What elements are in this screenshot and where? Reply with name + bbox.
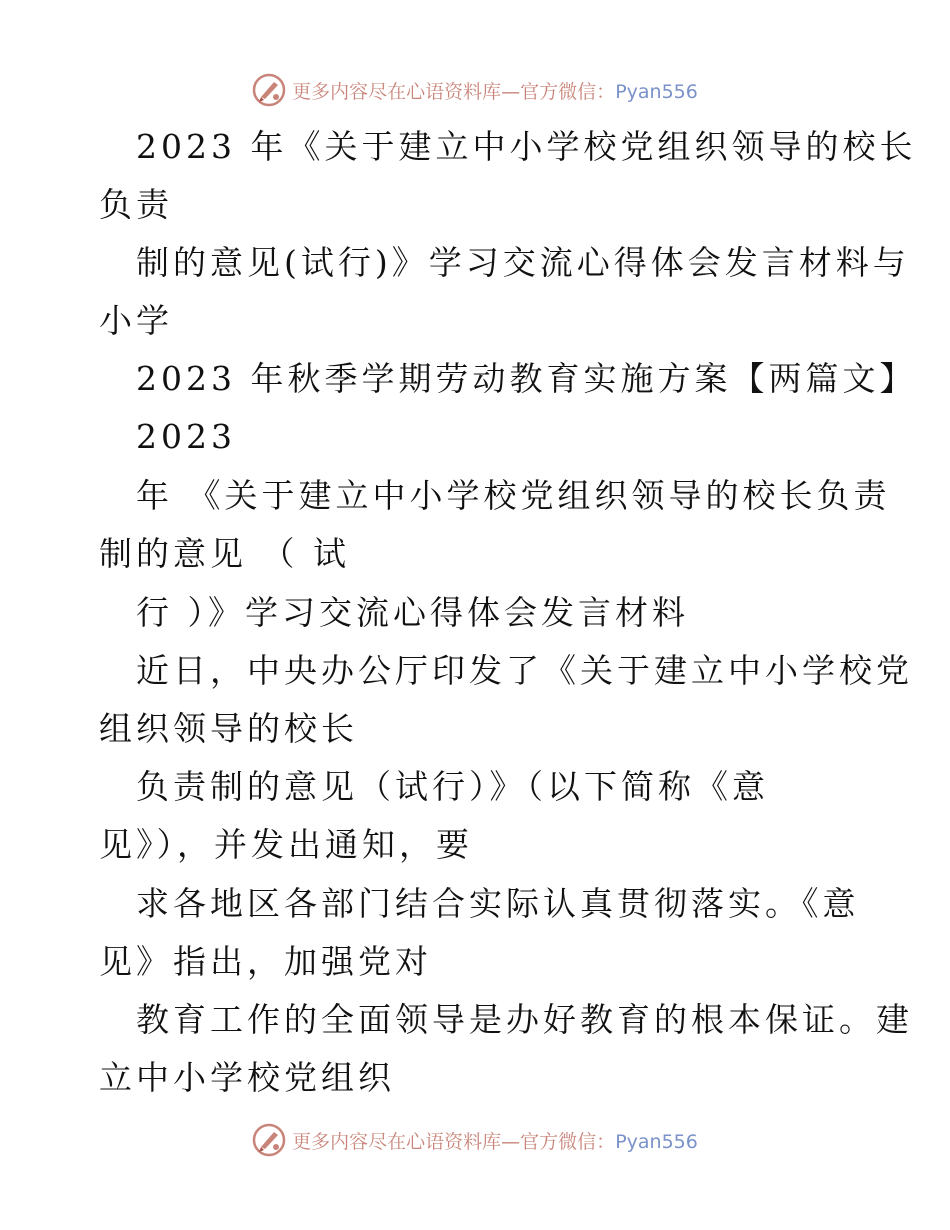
text-line: 见》指出，加强党对 xyxy=(99,942,432,981)
text-line: 负责 xyxy=(99,185,173,224)
watermark-text xyxy=(292,77,698,104)
text-line: 制的意见(试行)》学习交流心得体会发言材料与 xyxy=(136,243,910,282)
watermark-account: Pyan556 xyxy=(615,1130,698,1153)
library-logo-icon xyxy=(252,1123,286,1157)
watermark-text xyxy=(292,1127,698,1154)
watermark-suffix: 官方微信： xyxy=(520,1130,616,1153)
header-watermark xyxy=(0,70,950,110)
watermark-main: 更多内容尽在心语资料库 xyxy=(292,80,502,103)
text-line: 行 ）》学习交流心得体会发言材料 xyxy=(136,593,689,632)
text-line: 制的意见 （ 试 xyxy=(99,534,350,573)
text-line: 2023 xyxy=(136,417,236,456)
text-line: 2023 年《关于建立中小学校党组织领导的校长 xyxy=(136,127,917,166)
text-line: 年 《关于建立中小学校党组织领导的校长负责 xyxy=(136,476,891,515)
text-line: 见》），并发出通知，要 xyxy=(99,825,473,864)
library-logo-icon xyxy=(252,73,286,107)
text-line: 求各地区各部门结合实际认真贯彻落实。《意 xyxy=(136,884,860,923)
text-line: 近日，中央办公厅印发了《关于建立中小学校党 xyxy=(136,651,913,690)
watermark-main: 更多内容尽在心语资料库 xyxy=(292,1130,502,1153)
text-line: 负责制的意见（试行）》（以下简称《意 xyxy=(136,767,769,806)
watermark-account: Pyan556 xyxy=(615,80,698,103)
text-line: 组织领导的校长 xyxy=(99,709,358,748)
text-line: 立中小学校党组织 xyxy=(99,1058,395,1097)
text-line: 教育工作的全面领导是办好教育的根本保证。建 xyxy=(136,1000,913,1039)
watermark-suffix: 官方微信： xyxy=(520,80,616,103)
footer-watermark xyxy=(0,1120,950,1160)
watermark-dash: — xyxy=(501,80,521,103)
watermark-dash: — xyxy=(501,1130,521,1153)
text-line: 小学 xyxy=(99,301,173,340)
text-line: 2023 年秋季学期劳动教育实施方案【两篇文】 xyxy=(136,359,917,398)
